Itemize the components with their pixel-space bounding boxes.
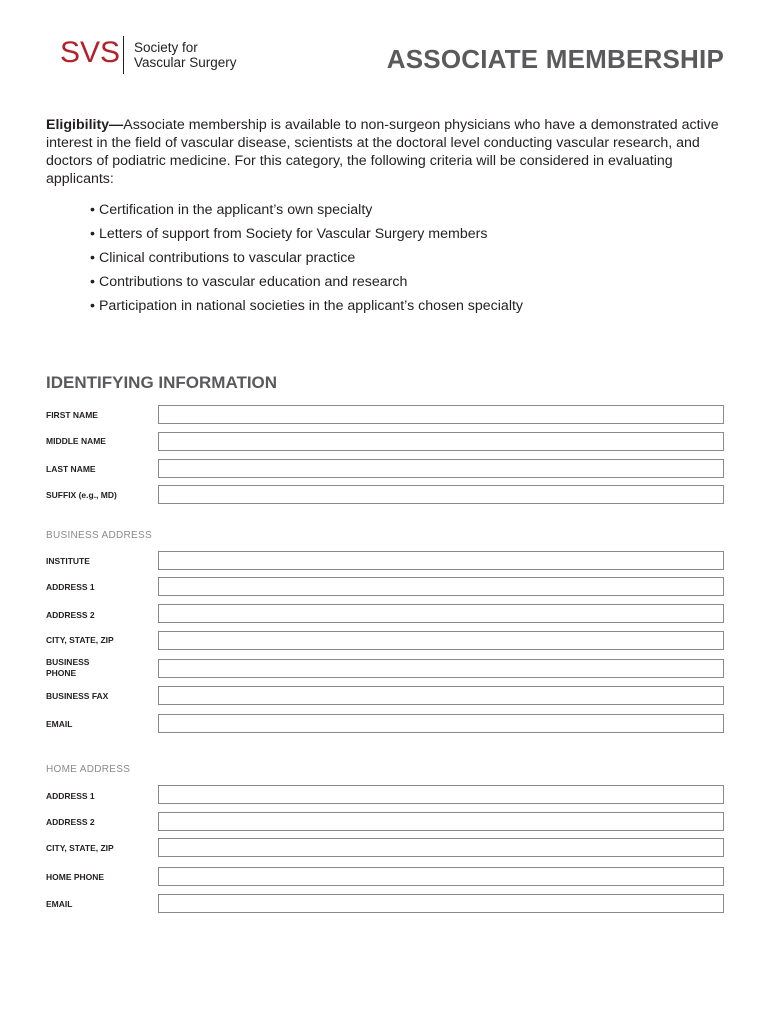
home-phone-label: HOME PHONE (46, 872, 105, 882)
criteria-list (90, 198, 523, 318)
eligibility-label: Eligibility— (46, 117, 124, 133)
logo-divider (123, 36, 124, 74)
logo-line-1: Society for (134, 40, 198, 55)
criteria-item: • Clinical contributions to vascular practice (90, 246, 523, 270)
last-name-input[interactable] (158, 459, 724, 478)
business-address-title: BUSINESS ADDRESS (46, 530, 152, 541)
eligibility-paragraph (46, 116, 726, 188)
business-email-input[interactable] (158, 714, 724, 733)
svs-logo-mark: SVS (60, 36, 121, 69)
middle-name-label: MIDDLE NAME (46, 436, 106, 446)
home-email-label: EMAIL (46, 899, 73, 909)
home-phone-input[interactable] (158, 867, 724, 886)
suffix-label: SUFFIX (e.g., MD) (46, 490, 117, 500)
institute-label: INSTITUTE (46, 556, 90, 566)
home-address1-label: ADDRESS 1 (46, 791, 95, 801)
business-phone-label (46, 657, 146, 678)
criteria-item: • Participation in national societies in the applicant’s chosen specialty (90, 294, 523, 318)
business-email-label: EMAIL (46, 719, 73, 729)
home-city-state-zip-input[interactable] (158, 838, 724, 857)
home-email-input[interactable] (158, 894, 724, 913)
home-address2-label: ADDRESS 2 (46, 817, 95, 827)
business-fax-label: BUSINESS FAX (46, 691, 109, 701)
home-city-state-zip-label: CITY, STATE, ZIP (46, 843, 114, 853)
middle-name-input[interactable] (158, 432, 724, 451)
last-name-label: LAST NAME (46, 464, 96, 474)
business-city-state-zip-label: CITY, STATE, ZIP (46, 635, 114, 645)
suffix-input[interactable] (158, 485, 724, 504)
home-address1-input[interactable] (158, 785, 724, 804)
business-address1-input[interactable] (158, 577, 724, 596)
logo-line-2: Vascular Surgery (134, 55, 237, 70)
criteria-item: • Letters of support from Society for Vascular Surgery members (90, 222, 523, 246)
business-address2-label: ADDRESS 2 (46, 610, 95, 620)
business-phone-input[interactable] (158, 659, 724, 678)
home-address-title: HOME ADDRESS (46, 764, 131, 775)
identifying-section-title: IDENTIFYING INFORMATION (46, 373, 278, 392)
eligibility-text: Associate membership is available to non-surgeon physicians who have a demonstrated active interest in the field of vascular disease, scientists at the doctoral level conducting vascular research, and doctors of podiatric medicine. For this category, the following criteria will be considered in evaluating applicants: (46, 117, 719, 187)
business-address2-input[interactable] (158, 604, 724, 623)
svs-logo-name (134, 40, 237, 70)
business-address1-label: ADDRESS 1 (46, 582, 95, 592)
page-title: ASSOCIATE MEMBERSHIP (386, 44, 724, 74)
business-fax-input[interactable] (158, 686, 724, 705)
business-phone-label-line1: BUSINESS (46, 657, 90, 667)
business-phone-label-line2: PHONE (46, 667, 77, 678)
institute-input[interactable] (158, 551, 724, 570)
criteria-item: • Contributions to vascular education and research (90, 270, 523, 294)
home-address2-input[interactable] (158, 812, 724, 831)
criteria-item: • Certification in the applicant’s own specialty (90, 198, 523, 222)
first-name-input[interactable] (158, 405, 724, 424)
business-city-state-zip-input[interactable] (158, 631, 724, 650)
first-name-label: FIRST NAME (46, 410, 98, 420)
